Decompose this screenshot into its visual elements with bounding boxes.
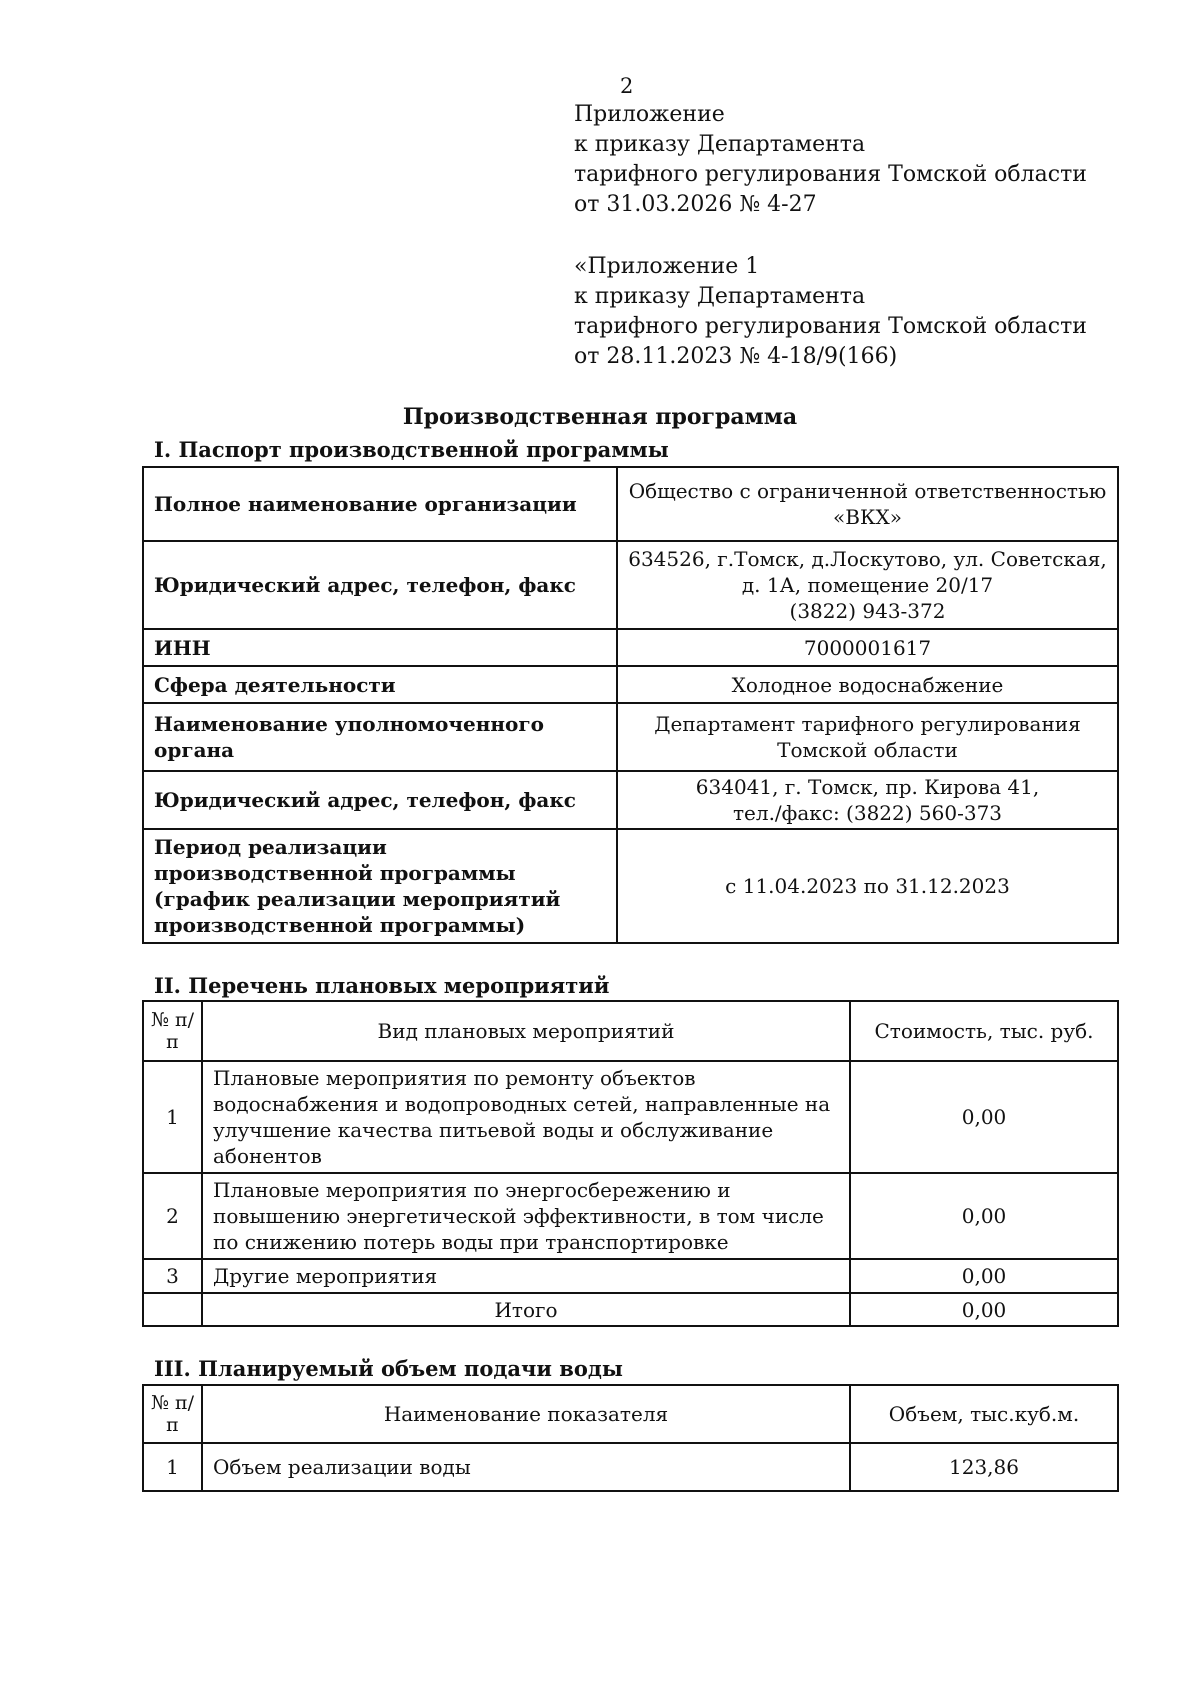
table-row <box>143 1061 1118 1173</box>
appendix-header-original <box>574 252 1087 372</box>
row-value: Общество с ограниченной ответственностью «ВКХ» <box>617 467 1118 541</box>
table-row <box>143 541 1118 629</box>
row-value: 7000001617 <box>617 629 1118 666</box>
row-value <box>617 541 1118 629</box>
row-name: Объем реализации воды <box>202 1443 850 1491</box>
row-name: Плановые мероприятия по энергосбережению и повышению энергетической эффективности, в том числе по снижению потерь воды при транспортировке <box>202 1173 850 1259</box>
table-row <box>143 666 1118 703</box>
header-line: «Приложение 1 <box>574 254 760 279</box>
col-header-name: Вид плановых мероприятий <box>202 1001 850 1061</box>
row-label: Юридический адрес, телефон, факс <box>143 541 617 629</box>
table-row <box>143 771 1118 829</box>
total-value: 0,00 <box>850 1293 1118 1326</box>
row-label: Сфера деятельности <box>143 666 617 703</box>
col-header-value: Объем, тыс.куб.м. <box>850 1385 1118 1443</box>
total-label: Итого <box>202 1293 850 1326</box>
value-line: 634526, г.Томск, д.Лоскутово, ул. Советская, <box>628 547 1107 571</box>
water-volume-table <box>142 1384 1119 1492</box>
value-line: Томской области <box>777 738 958 762</box>
page-number: 2 <box>620 74 634 98</box>
value-line: тел./факс: (3822) 560-373 <box>732 801 1003 825</box>
table-row <box>143 1173 1118 1259</box>
row-value: с 11.04.2023 по 31.12.2023 <box>617 829 1118 943</box>
row-label: Период реализации производственной программы (график реализации мероприятий производственной программы) <box>143 829 617 943</box>
row-label: Наименование уполномоченного органа <box>143 703 617 771</box>
row-value: Холодное водоснабжение <box>617 666 1118 703</box>
document-title: Производственная программа <box>402 404 798 430</box>
header-line: тарифного регулирования Томской области <box>574 162 1087 187</box>
col-header-num: № п/п <box>143 1001 202 1061</box>
row-cost: 0,00 <box>850 1259 1118 1293</box>
row-num: 1 <box>143 1061 202 1173</box>
activities-table <box>142 1000 1119 1327</box>
table-row <box>143 1259 1118 1293</box>
row-label: ИНН <box>143 629 617 666</box>
header-line: к приказу Департамента <box>574 284 866 309</box>
row-num: 3 <box>143 1259 202 1293</box>
table-row <box>143 467 1118 541</box>
row-label: Полное наименование организации <box>143 467 617 541</box>
value-line: (3822) 943-372 <box>789 599 946 623</box>
table-total-row <box>143 1293 1118 1326</box>
table-row <box>143 703 1118 771</box>
row-name: Плановые мероприятия по ремонту объектов водоснабжения и водопроводных сетей, направленные на улучшение качества питьевой воды и обслуживание абонентов <box>202 1061 850 1173</box>
table-header-row <box>143 1001 1118 1061</box>
section2-heading: II. Перечень плановых мероприятий <box>154 973 610 998</box>
table-header-row <box>143 1385 1118 1443</box>
row-value <box>617 703 1118 771</box>
value-line: 634041, г. Томск, пр. Кирова 41, <box>695 775 1040 799</box>
header-line: Приложение <box>574 102 725 127</box>
table-row <box>143 829 1118 943</box>
value-line: Департамент тарифного регулирования <box>654 712 1081 736</box>
row-name: Другие мероприятия <box>202 1259 850 1293</box>
appendix-header-current <box>574 100 1087 220</box>
table-row <box>143 1443 1118 1491</box>
table-row <box>143 629 1118 666</box>
row-value: 123,86 <box>850 1443 1118 1491</box>
passport-table <box>142 466 1119 944</box>
section3-heading: III. Планируемый объем подачи воды <box>154 1356 623 1381</box>
header-line: к приказу Департамента <box>574 132 866 157</box>
col-header-name: Наименование показателя <box>202 1385 850 1443</box>
row-cost: 0,00 <box>850 1173 1118 1259</box>
col-header-num: № п/п <box>143 1385 202 1443</box>
header-line: от 31.03.2026 № 4-27 <box>574 192 817 217</box>
section1-heading: I. Паспорт производственной программы <box>154 437 669 462</box>
header-line: тарифного регулирования Томской области <box>574 314 1087 339</box>
total-empty-cell <box>143 1293 202 1326</box>
col-header-cost: Стоимость, тыс. руб. <box>850 1001 1118 1061</box>
row-value <box>617 771 1118 829</box>
row-num: 1 <box>143 1443 202 1491</box>
value-line: д. 1А, помещение 20/17 <box>741 573 994 597</box>
row-label: Юридический адрес, телефон, факс <box>143 771 617 829</box>
row-cost: 0,00 <box>850 1061 1118 1173</box>
row-num: 2 <box>143 1173 202 1259</box>
header-line: от 28.11.2023 № 4-18/9(166) <box>574 344 898 369</box>
